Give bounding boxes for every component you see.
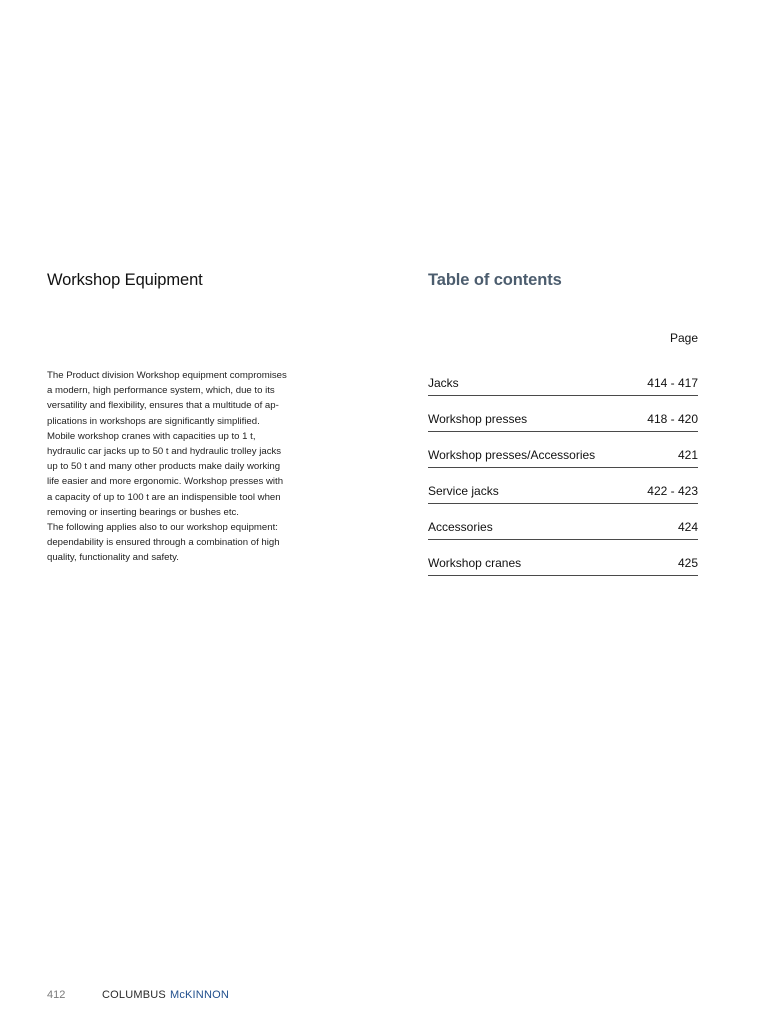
toc-entry-workshop-presses-accessories[interactable] — [428, 433, 698, 468]
intro-paragraph: Mobile workshop cranes with capacities up to 1 t, hydraulic car jacks up to 50 t and hydraulic trolley jacks up to 50 t and many other products make daily working life easier and more ergonomic. Workshop presses with a capacity of up to 100 t are an indispensible tool when removing or inserting bearings or bushes etc. — [47, 430, 284, 518]
intro-paragraph: The following applies also to our workshop equipment: dependability is ensured through a combination of high quality, functionality and safety. — [47, 522, 280, 564]
toc-entry-label: Service jacks — [428, 484, 499, 498]
toc-entry-service-jacks[interactable] — [428, 469, 698, 504]
brand-logo-mckinnon: McKINNON — [169, 989, 229, 1001]
toc-entry-workshop-cranes[interactable] — [428, 541, 698, 576]
toc-title: Table of contents — [428, 271, 562, 289]
toc-entry-label: Workshop presses/Accessories — [428, 448, 596, 462]
toc-page-column-header: Page — [669, 331, 698, 345]
toc-entry-page: 421 — [677, 448, 698, 462]
toc-entry-label: Jacks — [428, 376, 459, 390]
intro-paragraph: The Product division Workshop equipment compromises a modern, high performance system, which, due to its versatility and flexibility, ensures that a multitude of ap- plications in workshops are significantly simplified. — [47, 370, 287, 427]
toc-entry-label: Workshop presses — [428, 412, 528, 426]
toc-entry-accessories[interactable] — [428, 505, 698, 540]
section-title: Workshop Equipment — [47, 271, 203, 289]
toc-entry-page: 424 — [677, 520, 698, 534]
toc-entry-page: 425 — [677, 556, 698, 570]
toc-entry-label: Accessories — [428, 520, 493, 534]
intro-text — [47, 368, 292, 566]
toc-entry-page: 422 - 423 — [647, 484, 698, 498]
toc-entry-jacks[interactable] — [428, 361, 698, 396]
toc-entry-page: 414 - 417 — [647, 376, 698, 390]
table-of-contents — [428, 328, 698, 577]
toc-entry-page: 418 - 420 — [647, 412, 698, 426]
toc-entry-workshop-presses[interactable] — [428, 397, 698, 432]
brand-logo-columbus: COLUMBUS — [102, 989, 166, 1001]
page-number: 412 — [47, 989, 66, 1001]
toc-entry-label: Workshop cranes — [428, 556, 522, 570]
page-footer — [47, 989, 229, 1001]
